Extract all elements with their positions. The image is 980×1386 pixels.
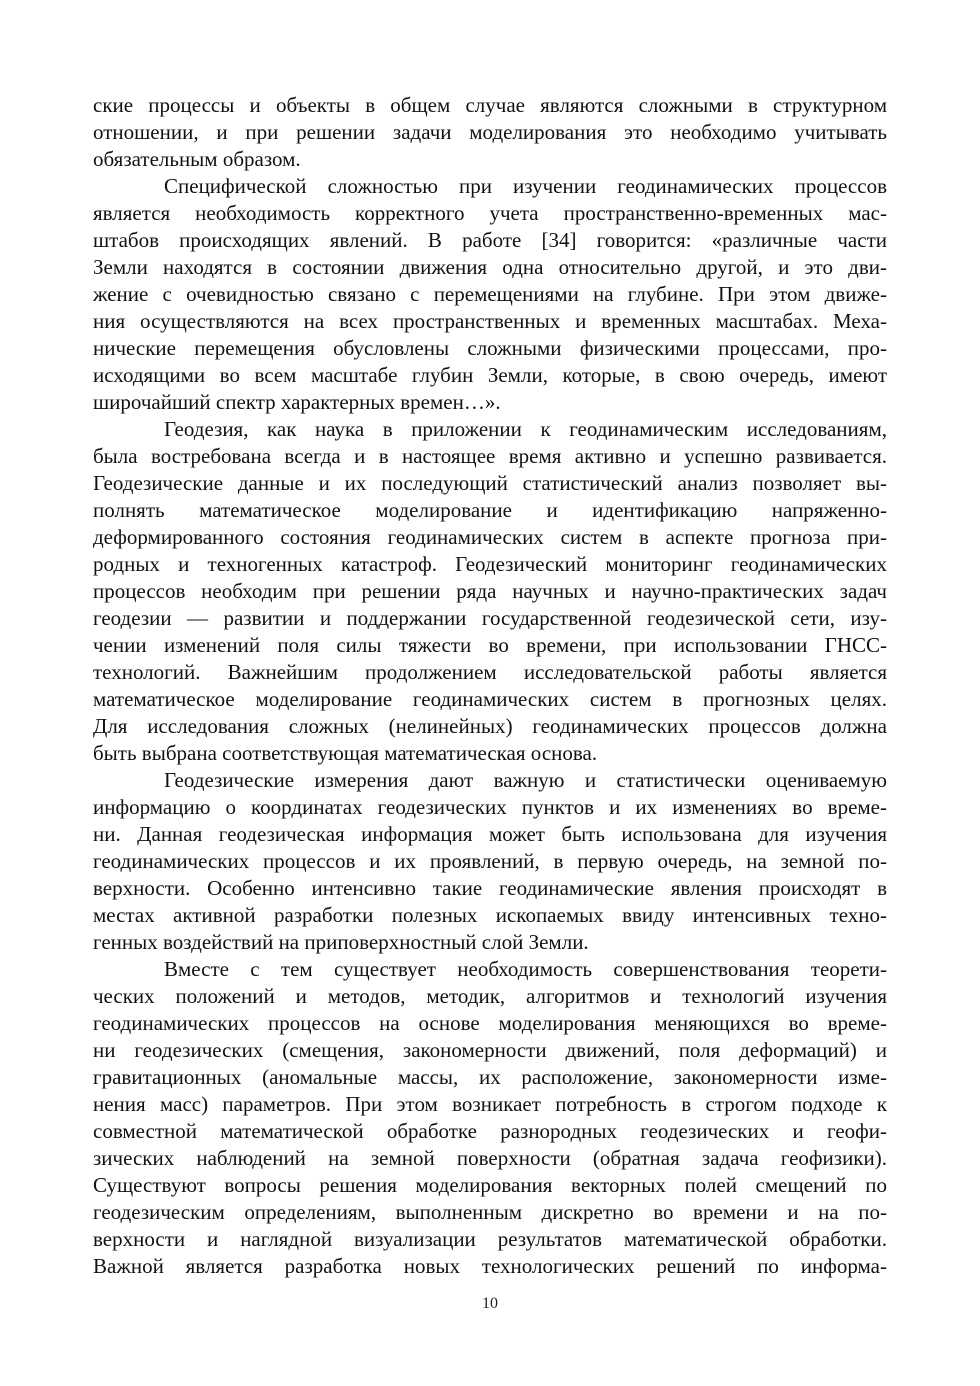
text-line: зических наблюдений на земной поверхности (обратная задача геофизики).	[93, 1146, 887, 1170]
text-line: Геодезические данные и их последующий статистический анализ позволяет вы-	[93, 471, 887, 495]
text-line: Геодезические измерения дают важную и статистически оцениваемую	[164, 768, 887, 792]
text-line: ские процессы и объекты в общем случае являются сложными в структурном	[93, 93, 887, 117]
text-line: Специфической сложностью при изучении геодинамических процессов	[164, 174, 887, 198]
text-line: Для исследования сложных (нелинейных) геодинамических процессов должна	[93, 714, 887, 738]
text-line: ния осуществляются на всех пространственных и временных масштабах. Меха-	[93, 309, 887, 333]
text-line: геодезии — развитии и поддержании государственной геодезической сети, изу-	[93, 606, 887, 630]
text-line: информацию о координатах геодезических пунктов и их изменениях во време-	[93, 795, 887, 819]
text-line: ческих положений и методов, методик, алгоритмов и технологий изучения	[93, 984, 887, 1008]
text-line: нения масс) параметров. При этом возникает потребность в строгом подходе к	[93, 1092, 887, 1116]
text-line: гравитационных (аномальные массы, их расположение, закономерности изме-	[93, 1065, 887, 1089]
text-line: геодинамических процессов на основе моделирования меняющихся во време-	[93, 1011, 887, 1035]
paragraph	[93, 956, 887, 1280]
text-line: ни геодезических (смещения, закономерности движений, поля деформаций) и	[93, 1038, 887, 1062]
text-line: процессов необходим при решении ряда научных и научно-практических задач	[93, 579, 887, 603]
text-line: ни. Данная геодезическая информация может быть использована для изучения	[93, 822, 887, 846]
text-line: Вместе с тем существует необходимость совершенствования теорети-	[164, 957, 887, 981]
text-line: обязательным образом.	[93, 147, 301, 171]
page-number: 10	[482, 1295, 498, 1312]
text-line: верхности и наглядной визуализации результатов математической обработки.	[93, 1227, 887, 1251]
paragraph	[93, 92, 887, 173]
text-line: полнять математическое моделирование и идентификацию напряженно-	[93, 498, 887, 522]
page-body	[93, 92, 887, 1280]
text-line: была востребована всегда и в настоящее время активно и успешно развивается.	[93, 444, 887, 468]
text-line: быть выбрана соответствующая математическая основа.	[93, 741, 598, 765]
text-line: исходящими во всем масштабе глубин Земли, которые, в свою очередь, имеют	[93, 363, 887, 387]
text-line: родных и техногенных катастроф. Геодезический мониторинг геодинамических	[93, 552, 887, 576]
text-line: математическое моделирование геодинамических систем в прогнозных целях.	[93, 687, 887, 711]
text-line: Существуют вопросы решения моделирования векторных полей смещений по	[93, 1173, 887, 1197]
text-line: деформированного состояния геодинамических систем в аспекте прогноза при-	[93, 525, 887, 549]
text-line: нические перемещения обусловлены сложными физическими процессами, про-	[93, 336, 887, 360]
text-line: геодинамических процессов и их проявлений, в первую очередь, на земной по-	[93, 849, 887, 873]
text-line: совместной математической обработке разнородных геодезических и геофи-	[93, 1119, 887, 1143]
text-line: широчайший спектр характерных времен…».	[93, 390, 501, 414]
text-line: технологий. Важнейшим продолжением исследовательской работы является	[93, 660, 887, 684]
text-line: Земли находятся в состоянии движения одна относительно другой, и это дви-	[93, 255, 887, 279]
text-line: отношении, и при решении задачи моделирования это необходимо учитывать	[93, 120, 887, 144]
text-line: является необходимость корректного учета пространственно-временных мас-	[93, 201, 887, 225]
text-line: штабов происходящих явлений. В работе [34] говорится: «различные части	[93, 228, 887, 252]
text-line: Геодезия, как наука в приложении к геодинамическим исследованиям,	[164, 417, 887, 441]
text-line: геодезическим определениям, выполненным дискретно во времени и на по-	[93, 1200, 887, 1224]
text-line: Важной является разработка новых технологических решений по информа-	[93, 1254, 887, 1278]
text-line: чении изменений поля силы тяжести во времени, при использовании ГНСС-	[93, 633, 887, 657]
text-line: жение с очевидностью связано с перемещениями на глубине. При этом движе-	[93, 282, 887, 306]
paragraph	[93, 767, 887, 956]
text-line: местах активной разработки полезных ископаемых ввиду интенсивных техно-	[93, 903, 887, 927]
paragraph	[93, 416, 887, 767]
text-line: верхности. Особенно интенсивно такие геодинамические явления происходят в	[93, 876, 887, 900]
text-line: генных воздействий на приповерхностный слой Земли.	[93, 930, 589, 954]
paragraph	[93, 173, 887, 416]
